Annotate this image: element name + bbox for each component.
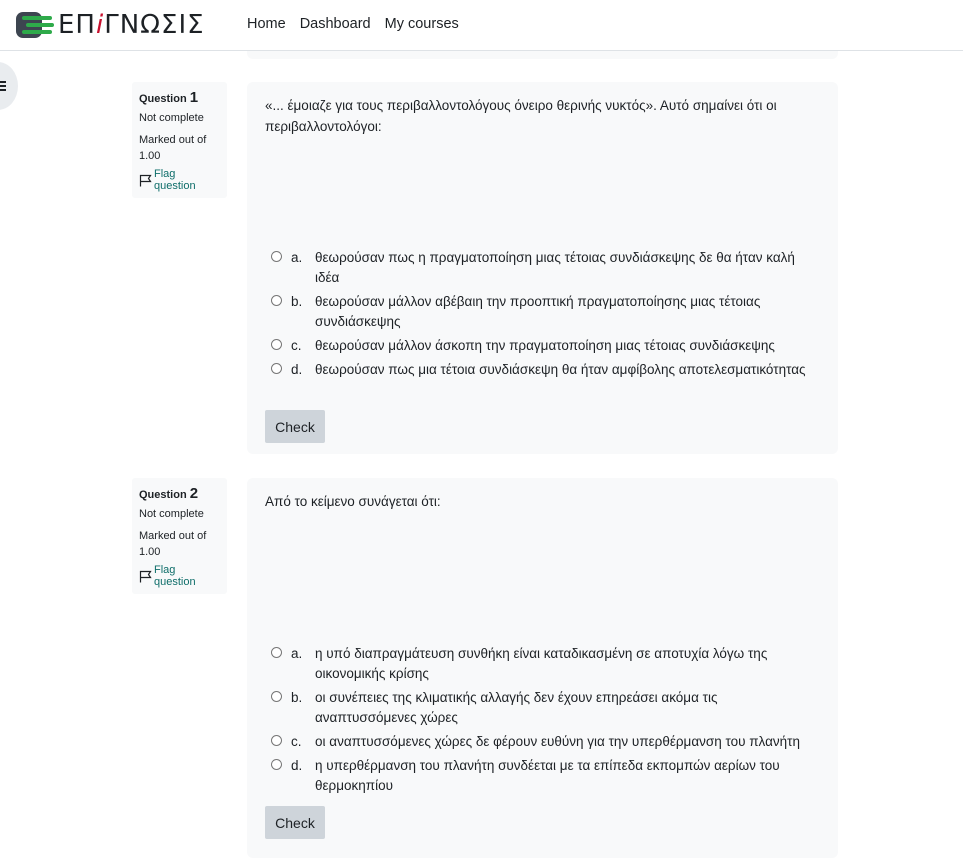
answer-radio[interactable] [271,735,282,746]
flag-question-link[interactable]: Flag question [139,168,220,192]
primary-navigation [247,16,473,32]
answer-radio[interactable] [271,251,282,262]
answer-option[interactable]: d. η υπερθέρμανση του πλανήτη συνδέεται με τα επίπεδα εκπομπών αερίων του θερμοκηπίου [271,756,821,796]
answer-radio[interactable] [271,759,282,770]
logo-text: ΕΠiΓΝΩΣΙΣ [58,10,205,40]
question-number: Question 1 [139,89,199,106]
answer-options [271,644,821,800]
answer-option[interactable]: c. οι αναπτυσσόμενες χώρες δε φέρουν ευθύνη για την υπερθέρμανση του πλανήτη [271,732,821,752]
check-button[interactable]: Check [265,410,325,443]
question-state: Not complete [139,508,204,520]
flag-icon [139,174,152,187]
answer-option[interactable]: b. οι συνέπειες της κλιματικής αλλαγής δεν έχουν επηρεάσει ακόμα τις αναπτυσσόμενες χώρες [271,688,821,728]
nav-my-courses-link[interactable]: My courses [384,16,459,32]
answer-radio[interactable] [271,363,282,374]
answer-option[interactable]: a. θεωρούσαν πως η πραγματοποίηση μιας τέτοιας συνδιάσκεψης δε θα ήταν καλή ιδέα [271,248,821,288]
previous-question-card-edge [247,51,838,59]
flag-question-link[interactable]: Flag question [139,564,220,588]
top-navbar [0,0,963,51]
question-grade: Marked out of 1.00 [139,134,207,162]
question-state: Not complete [139,112,204,124]
nav-home-link[interactable]: Home [247,16,286,32]
answer-option[interactable]: d. θεωρούσαν πως μια τέτοια συνδιάσκεψη θα ήταν αμφίβολης αποτελεσματικότητας [271,360,821,380]
nav-dashboard-link[interactable]: Dashboard [299,16,371,32]
question-text: Από το κείμενο συνάγεται ότι: [265,494,441,509]
answer-option[interactable]: a. η υπό διαπραγμάτευση συνθήκη είναι καταδικασμένη σε αποτυχία λόγω της οικονομικής κρίσης [271,644,821,684]
flag-icon [139,570,152,583]
question-text: «... έμοιαζε για τους περιβαλλοντολόγους όνειρο θερινής νυκτός». Αυτό σημαίνει ότι οι περιβαλλοντολόγοι: [265,98,777,134]
answer-radio[interactable] [271,691,282,702]
check-button[interactable]: Check [265,806,325,839]
question-grade: Marked out of 1.00 [139,530,207,558]
question-2-info [132,478,227,594]
logo-mark-icon [12,10,56,40]
question-1-info [132,82,227,198]
answer-radio[interactable] [271,647,282,658]
question-number: Question 2 [139,485,199,502]
answer-option[interactable]: c. θεωρούσαν μάλλον άσκοπη την πραγματοποίηση μιας τέτοιας συνδιάσκεψης [271,336,821,356]
answer-option[interactable]: b. θεωρούσαν μάλλον αβέβαιη την προοπτική πραγματοποίησης μιας τέτοιας συνδιάσκεψης [271,292,821,332]
question-2-content [247,478,838,858]
site-logo[interactable] [12,8,205,42]
question-1-content [247,82,838,454]
answer-radio[interactable] [271,295,282,306]
answer-options [271,248,821,384]
answer-radio[interactable] [271,339,282,350]
course-index-toggle-button[interactable] [0,62,18,110]
menu-icon [0,81,6,91]
